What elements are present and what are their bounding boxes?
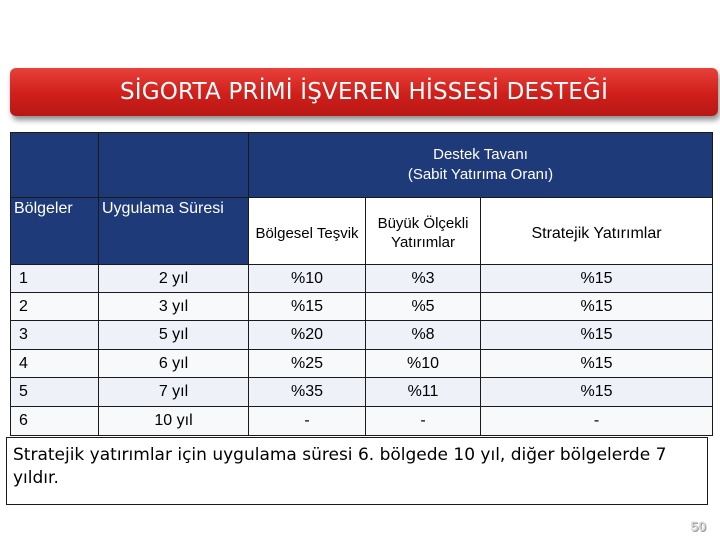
- regional-cell: %35: [249, 378, 366, 407]
- strategic-cell: -: [481, 407, 713, 436]
- note-text: Stratejik yatırımlar için uygulama süresi 6. bölgede 10 yıl, diğer bölgelerde 7 yıldır.: [13, 445, 667, 488]
- table-row: [11, 350, 713, 378]
- regional-cell: %25: [249, 350, 366, 378]
- slide-title: SİGORTA PRİMİ İŞVEREN HİSSESİ DESTEĞİ: [119, 79, 609, 105]
- large-scale-cell: -: [366, 407, 481, 436]
- duration-cell: 3 yıl: [99, 293, 249, 321]
- strategic-cell: %15: [481, 293, 713, 321]
- strategic-cell: %15: [481, 378, 713, 407]
- region-cell: 4: [11, 350, 99, 378]
- title-banner: [10, 68, 718, 116]
- duration-cell: 6 yıl: [99, 350, 249, 378]
- header-large-scale: Büyük Ölçekli Yatırımlar: [366, 198, 481, 269]
- regional-cell: %20: [249, 321, 366, 350]
- support-table: [10, 132, 713, 269]
- region-cell: 6: [11, 407, 99, 436]
- header-duration-top: [99, 133, 249, 198]
- duration-cell: 7 yıl: [99, 378, 249, 407]
- strategic-cell: %15: [481, 321, 713, 350]
- region-cell: 1: [11, 265, 99, 293]
- duration-cell: 5 yıl: [99, 321, 249, 350]
- regional-cell: %15: [249, 293, 366, 321]
- header-cap-line2: (Sabit Yatırıma Oranı): [407, 166, 554, 183]
- note-box: [6, 437, 708, 505]
- page-number: 50: [690, 518, 706, 534]
- table-row: [11, 293, 713, 321]
- header-support-cap: [249, 133, 713, 198]
- table-row: [11, 321, 713, 350]
- region-cell: 3: [11, 321, 99, 350]
- header-duration: Uygulama Süresi: [99, 198, 249, 269]
- header-strategic: Stratejik Yatırımlar: [481, 198, 713, 269]
- header-region-top: [11, 133, 99, 198]
- duration-cell: 10 yıl: [99, 407, 249, 436]
- header-region: Bölgeler: [11, 198, 99, 269]
- header-row-1: [11, 133, 713, 198]
- large-scale-cell: %11: [366, 378, 481, 407]
- large-scale-cell: %8: [366, 321, 481, 350]
- region-cell: 5: [11, 378, 99, 407]
- header-cap-line1: Destek Tavanı: [433, 146, 528, 163]
- regional-cell: -: [249, 407, 366, 436]
- regional-cell: %10: [249, 265, 366, 293]
- data-table: [10, 264, 713, 436]
- region-cell: 2: [11, 293, 99, 321]
- table-row: [11, 378, 713, 407]
- strategic-cell: %15: [481, 265, 713, 293]
- large-scale-cell: %5: [366, 293, 481, 321]
- header-regional: Bölgesel Teşvik: [249, 198, 366, 269]
- large-scale-cell: %10: [366, 350, 481, 378]
- header-row-2: [11, 198, 713, 269]
- table-row: [11, 407, 713, 436]
- strategic-cell: %15: [481, 350, 713, 378]
- table-row: [11, 265, 713, 293]
- duration-cell: 2 yıl: [99, 265, 249, 293]
- large-scale-cell: %3: [366, 265, 481, 293]
